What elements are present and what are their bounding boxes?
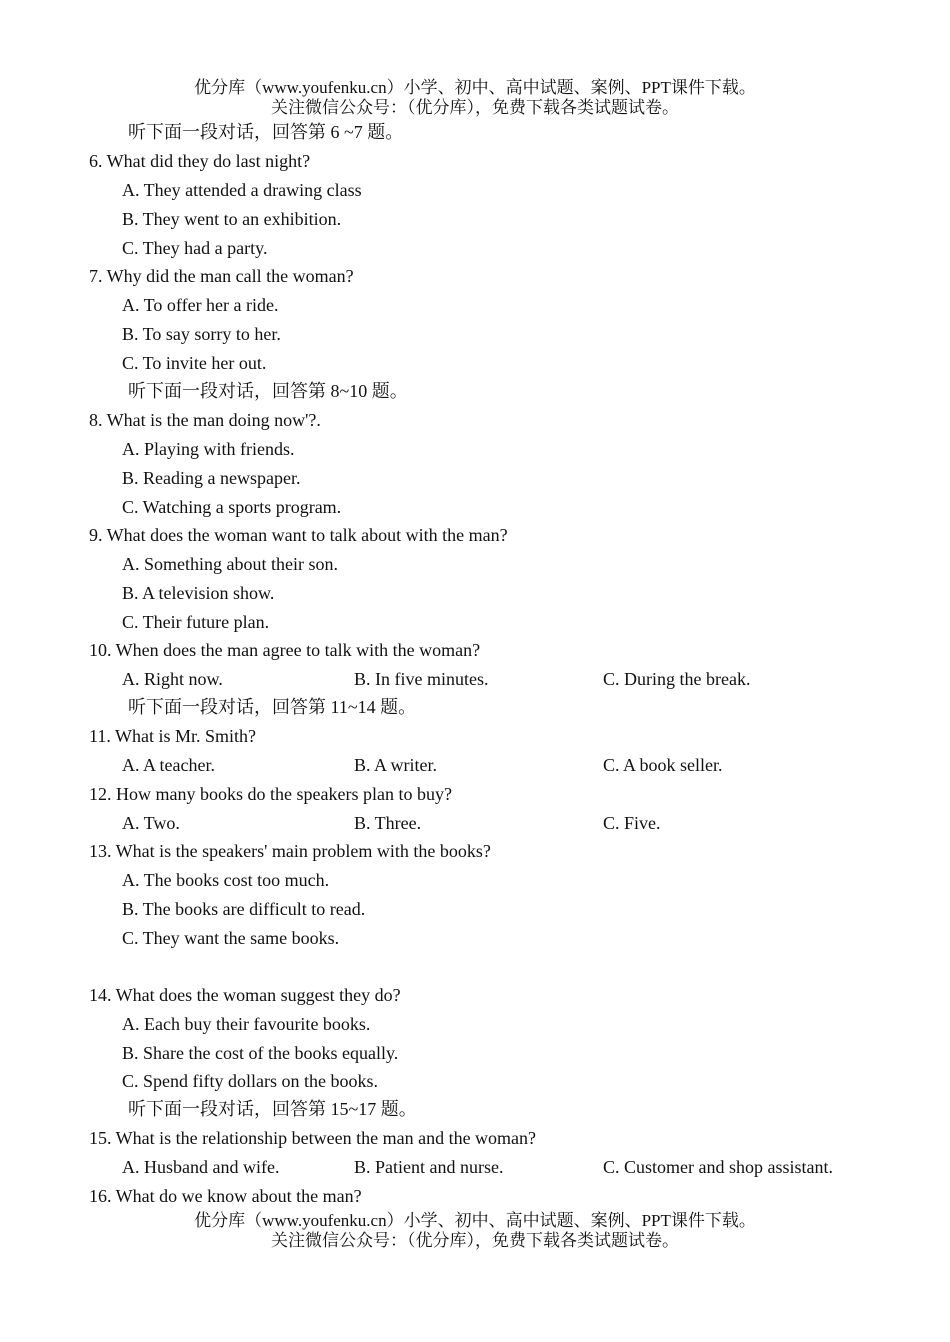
question-6-option-b: B. They went to an exhibition. bbox=[122, 209, 342, 229]
question-10-option-a: A. Right now. bbox=[122, 669, 223, 689]
question-15-option-b: B. Patient and nurse. bbox=[354, 1157, 504, 1177]
question-14-option-b: B. Share the cost of the books equally. bbox=[122, 1043, 399, 1063]
question-15-option-c: C. Customer and shop assistant. bbox=[603, 1157, 833, 1177]
question-9-option-b: B. A television show. bbox=[122, 583, 275, 603]
question-12-option-b: B. Three. bbox=[354, 813, 422, 833]
question-12: 12. How many books do the speakers plan to buy? bbox=[89, 784, 452, 804]
question-9-option-c: C. Their future plan. bbox=[122, 612, 270, 632]
footer-line-1: 优分库（www.youfenku.cn）小学、初中、高中试题、案例、PPT课件下载。 bbox=[194, 1211, 756, 1230]
question-6-option-c: C. They had a party. bbox=[122, 238, 268, 258]
question-12-option-c: C. Five. bbox=[603, 813, 661, 833]
question-16: 16. What do we know about the man? bbox=[89, 1186, 362, 1206]
question-7-option-a: A. To offer her a ride. bbox=[122, 295, 279, 315]
question-10: 10. When does the man agree to talk with the woman? bbox=[89, 640, 481, 660]
question-10-option-b: B. In five minutes. bbox=[354, 669, 489, 689]
question-8-option-a: A. Playing with friends. bbox=[122, 439, 295, 459]
question-8: 8. What is the man doing now'?. bbox=[89, 410, 321, 430]
header-line-2: 关注微信公众号：（优分库），免费下载各类试题试卷。 bbox=[271, 98, 679, 117]
question-10-option-c: C. During the break. bbox=[603, 669, 751, 689]
question-15: 15. What is the relationship between the man and the woman? bbox=[89, 1128, 537, 1148]
question-7: 7. Why did the man call the woman? bbox=[89, 266, 354, 286]
question-12-option-a: A. Two. bbox=[122, 813, 180, 833]
question-13-option-a: A. The books cost too much. bbox=[122, 870, 330, 890]
question-14-option-c: C. Spend fifty dollars on the books. bbox=[122, 1071, 378, 1091]
question-13-option-b: B. The books are difficult to read. bbox=[122, 899, 366, 919]
header-line-1: 优分库（www.youfenku.cn）小学、初中、高中试题、案例、PPT课件下载。 bbox=[194, 78, 756, 97]
section-instruction-11-14: 听下面一段对话，回答第 11~14 题。 bbox=[128, 697, 417, 717]
section-instruction-15-17: 听下面一段对话，回答第 15~17 题。 bbox=[128, 1099, 417, 1119]
question-14-option-a: A. Each buy their favourite books. bbox=[122, 1014, 371, 1034]
question-11-option-a: A. A teacher. bbox=[122, 755, 215, 775]
question-7-option-b: B. To say sorry to her. bbox=[122, 324, 281, 344]
question-11: 11. What is Mr. Smith? bbox=[89, 726, 257, 746]
question-11-option-c: C. A book seller. bbox=[603, 755, 723, 775]
section-instruction-8-10: 听下面一段对话，回答第 8~10 题。 bbox=[128, 381, 408, 401]
question-14: 14. What does the woman suggest they do? bbox=[89, 985, 401, 1005]
question-13-option-c: C. They want the same books. bbox=[122, 928, 340, 948]
question-6: 6. What did they do last night? bbox=[89, 151, 311, 171]
question-9: 9. What does the woman want to talk about with the man? bbox=[89, 525, 508, 545]
question-8-option-b: B. Reading a newspaper. bbox=[122, 468, 301, 488]
question-7-option-c: C. To invite her out. bbox=[122, 353, 267, 373]
question-8-option-c: C. Watching a sports program. bbox=[122, 497, 342, 517]
question-15-option-a: A. Husband and wife. bbox=[122, 1157, 280, 1177]
question-9-option-a: A. Something about their son. bbox=[122, 554, 338, 574]
section-instruction-6-7: 听下面一段对话，回答第 6 ~7 题。 bbox=[128, 122, 404, 142]
question-13: 13. What is the speakers' main problem with the books? bbox=[89, 841, 491, 861]
question-6-option-a: A. They attended a drawing class bbox=[122, 180, 362, 200]
footer-line-2: 关注微信公众号：（优分库），免费下载各类试题试卷。 bbox=[271, 1231, 679, 1250]
question-11-option-b: B. A writer. bbox=[354, 755, 438, 775]
